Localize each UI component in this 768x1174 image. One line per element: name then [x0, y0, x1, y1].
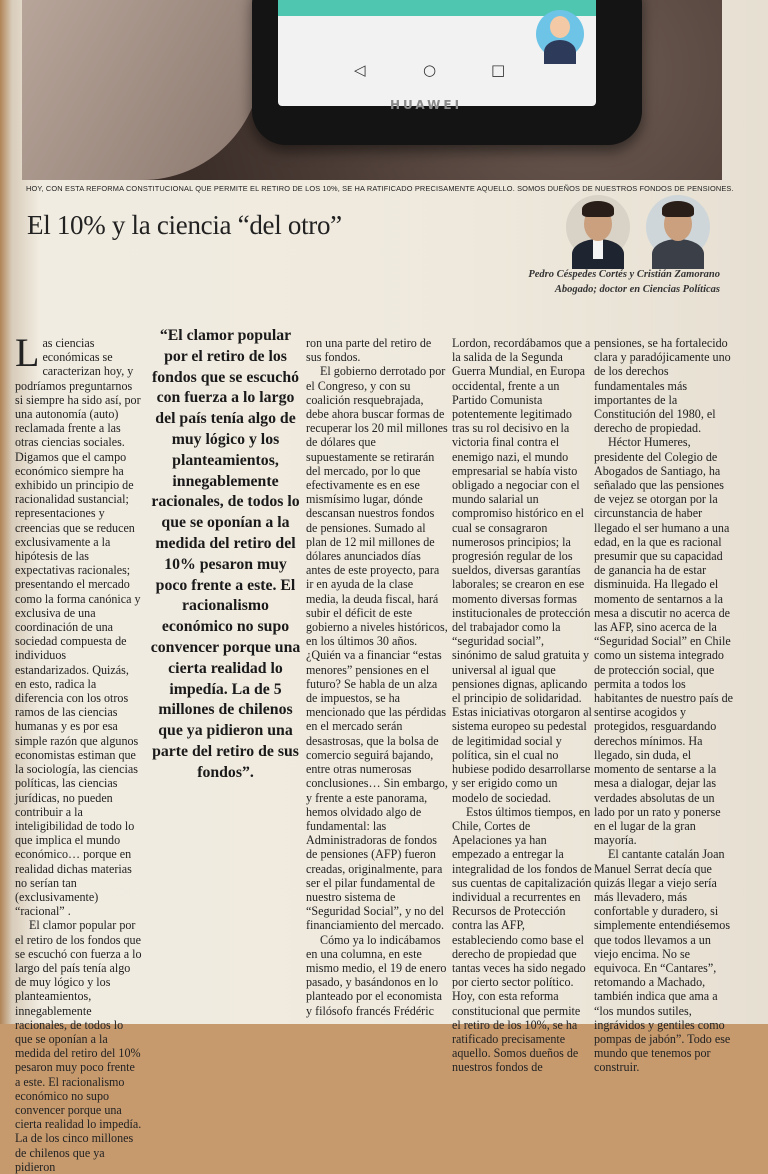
avatar	[536, 10, 584, 58]
phone-brand: HUAWEI	[390, 98, 463, 112]
article-column-1	[15, 330, 143, 1174]
author-photo	[646, 195, 710, 259]
paragraph: ron una parte del retiro de sus fondos.	[306, 336, 432, 365]
drop-cap: L	[15, 330, 40, 375]
paragraph: El cantante catalán Joan Manuel Serrat decía que quizás llegar a viejo sería más llevadero, más confortable y duradero, si simplemente entendiésemos que todos llevamos a un viejo encima. No se equivoca. En “Cantares”, retomando a Machado, también indica que ama a “los mundos sutiles, ingrávidos y gentiles como pompas de jabón”. Todo ese mundo que tenemos por construir.	[594, 847, 731, 1075]
paragraph: El gobierno derrotado por el Congreso, y con su coalición resquebrajada, debe ahora buscar formas de recuperar los 20 mil millones de dólares que supuestamente se retirarán del mercado, por lo que efectivamente es en ese mismísimo lugar, dónde descansan nuestros fondos de pensiones. Sumado al plan de 12 mil millones de dólares anunciados días antes de este proyecto, para ir en ayuda de la clase media, la deuda fiscal, hará subir el déficit de este gobierno a niveles históricos, en los últimos 30 años. ¿Quién va a financiar “estas menores” pensiones en el futuro? Se habla de un alza de impuestos, se ha mencionado que las pérdidas en el mercado serán desastrosas, que la bolsa de comercio seguirá bajando, entre otras numerosas conclusiones… Sin embargo, y frente a este panorama, hemos olvidado algo de fundamental: las Administradoras de fondos de pensiones (AFP) fueron creadas, originalmente, para ser el pilar fundamental de nuestro sistema de “Seguridad Social”, y no del financiamiento del mercado.	[306, 364, 448, 933]
paragraph: El clamor popular por el retiro de los fondos que se escuchó con fuerza a lo largo del país tenía algo de muy lógico y los planteamientos, innegablemente racionales, de todos lo que se oponían a la medida del retiro del 10% pesaron muy poco frente a este. El racionalismo económico no supo convencer porque una cierta realidad lo impedía. La de los cinco millones de chilenos que ya pidieron	[15, 918, 142, 1174]
author-names: Pedro Céspedes Cortés y Cristián Zamorano	[528, 269, 720, 280]
article-column-4	[452, 336, 592, 1075]
pull-quote: “El clamor popular por el retiro de los fondos que se escuchó con fuerza a lo largo del país tenía algo de muy lógico y los planteamientos, innegablemente racionales, de todos lo que se oponían a la medida del retiro del 10% pesaron muy poco frente a este. El racionalismo económico no supo convencer porque una cierta realidad lo impedía. La de 5 millones de chilenos que ya pidieron una parte del retiro de sus fondos”.	[150, 327, 301, 781]
article-photo	[22, 0, 722, 180]
author-shirt	[593, 239, 603, 259]
avatar-body	[544, 40, 576, 64]
paragraph: Estos últimos tiempos, en Chile, Cortes de Apelaciones ya han empezado a entregar la integralidad de los fondos de sus cuentas de capitalización individual a recurrentes en Recursos de Protección contra las AFP, estableciendo como base el derecho de propiedad que tantas veces ha sido negado por cierto sector político. Hoy, con esta reforma constitucional que permite el retiro de los 10%, se ha ratificado precisamente aquello. Somos dueños de nuestros fondos de	[452, 804, 592, 1075]
paragraph: Lordon, recordábamos que a la salida de la Segunda Guerra Mundial, en Europa occidental, frente a un Partido Comunista potentemente legitimado tras su rol decisivo en la victoria final contra el enemigo nazi, el mundo empresarial se había visto obligado a negociar con el mundo salarial un compromiso histórico en el cual se consagraron numerosos principios; la progresión regular de los sueldos, diversas garantías laborales; se crearon en ese momento diversas formas institucionales de protección del trabajador como la “seguridad social”, sinónimo de salud gratuita y universal al igual que pensiones dignas, aplicando el principio de solidaridad. Estas iniciativas otorgaron al sistema europeo su pedestal de legitimidad social y política, sin el cual no hubiese podido desarrollarse y ser erigido como un modelo de sociedad.	[452, 336, 592, 805]
article-column-3	[306, 336, 448, 1018]
phone-screen	[278, 0, 596, 106]
paragraph: pensiones, se ha fortalecido clara y paradójicamente uno de los derechos fundamentales más importantes de la Constitución del 1980, el derecho de propiedad.	[594, 336, 731, 436]
paragraph: Cómo ya lo indicábamos en una columna, en este mismo medio, el 19 de enero pasado, y basándonos en lo planteado por el economista y filósofo francés Frédéric	[306, 932, 447, 1018]
hand-shape	[22, 0, 262, 180]
author-photo	[566, 195, 630, 259]
author-hair	[582, 201, 614, 217]
home-icon: ○	[423, 61, 437, 79]
paragraph-text: as ciencias económicas se caracterizan hoy, y podríamos preguntarnos si siempre ha sido así, por una autonomía (auto) reclamada frente a las otras ciencias sociales. Digamos que el campo económico siempre ha exhibido un principio de racionalidad sustancial; representaciones y creencias que se reducen exclusivamente a la hipótesis de las expectativas racionales; presentando el mercado como la forma canónica y exclusiva de una coordinación de una sociedad compuesta de individuos estandarizados. Quizás, en esto, radica la diferencia con los otros ramos de las ciencias humanas y es por esa simple razón que algunos economistas estiman que la sociología, las ciencias políticas, las ciencias jurídicas, no pueden contribuir a la inteligibilidad de todo lo que implica el mundo económico… porque en realidad dichas materias no serían tan (exclusivamente) “racional” .	[15, 336, 141, 919]
back-icon: ◁	[354, 61, 366, 79]
smartphone-image	[252, 0, 642, 145]
photo-caption: HOY, CON ESTA REFORMA CONSTITUCIONAL QUE PERMITE EL RETIRO DE LOS 10%, SE HA RATIFICADO PRECISAMENTE AQUELLO. SOMOS DUEÑOS DE NUESTROS FONDOS DE PENSIONES.	[26, 184, 734, 193]
author-hair	[662, 201, 694, 217]
article-column-5	[594, 336, 734, 1075]
avatar-head	[550, 16, 570, 38]
recents-icon: □	[491, 61, 506, 79]
author-suit	[652, 239, 704, 269]
paragraph	[15, 330, 143, 919]
article-title: El 10% y la ciencia “del otro”	[27, 210, 342, 240]
paragraph: Héctor Humeres, presidente del Colegio de Abogados de Santiago, ha señalado que las pensiones de vejez se otorgan por la circunstancia de haber llegado el ser humano a una edad, en la que es racional presumir que su capacidad de ganancia ha de estar disminuida. Ha llegado el momento de sentarnos a la mesa a discutir no acerca de las AFP, sino acerca de la “Seguridad Social” en Chile como un sistema integrado de protección social, que permita a todos los habitantes de nuestro país de sentirse acogidos y protegidos, resguardando derechos mínimos. Ha llegado, sin duda, el momento de sentarse a la mesa a dialogar, dejar las verdades absolutas de un lado por un rato y ponerse en el lugar de la gran mayoría.	[594, 435, 734, 848]
byline	[410, 267, 720, 297]
author-roles: Abogado; doctor en Ciencias Políticas	[554, 284, 720, 295]
